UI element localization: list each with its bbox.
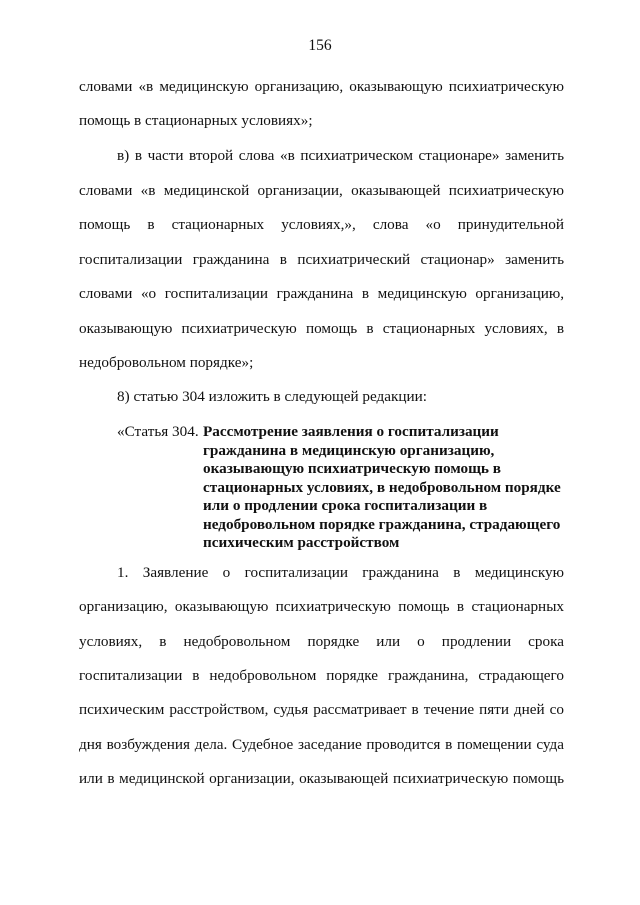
- text-line: госпитализации гражданина в психиатрический стационар» заменить: [79, 251, 564, 268]
- article-title-line: Рассмотрение заявления о госпитализации: [203, 423, 499, 440]
- article-title-line: психическим расстройством: [203, 534, 400, 551]
- article-title-line: или о продлении срока госпитализации в: [203, 497, 488, 514]
- article-title-line: гражданина в медицинскую организацию,: [203, 441, 495, 459]
- text-line: дня возбуждения дела. Судебное заседание проводится в помещении суда: [79, 736, 564, 753]
- text-line: организацию, оказывающую психиатрическую помощь в стационарных: [79, 598, 564, 615]
- text-line: госпитализации в недобровольном порядке гражданина, страдающего: [79, 667, 564, 684]
- text-line: условиях, в недобровольном порядке или о продлении срока: [79, 633, 564, 650]
- text-line: или в медицинской организации, оказывающей психиатрическую помощь: [79, 770, 564, 787]
- article-title-line: стационарных условиях, в недобровольном порядке: [203, 478, 561, 496]
- text-line: недобровольном порядке»;: [79, 354, 254, 371]
- text-line: словами «о госпитализации гражданина в медицинскую организацию,: [79, 285, 564, 302]
- text-line: словами «в медицинскую организацию, оказывающую психиатрическую: [79, 78, 564, 95]
- page-number: 156: [308, 37, 332, 54]
- text-line: психическим расстройством, судья рассматривает в течение пяти дней со: [79, 701, 564, 718]
- article-title: [203, 423, 573, 553]
- text-line: в) в части второй слова «в психиатрическом стационаре» заменить: [117, 147, 564, 164]
- article-label: «Статья 304.: [117, 423, 199, 440]
- text-line: оказывающую психиатрическую помощь в стационарных условиях, в: [79, 320, 564, 337]
- text-line: словами «в медицинской организации, оказывающей психиатрическую: [79, 182, 564, 199]
- text-line: 8) статью 304 изложить в следующей редакции:: [117, 388, 427, 405]
- article-title-line: оказывающую психиатрическую помощь в: [203, 460, 501, 477]
- text-line: помощь в стационарных условиях,», слова «о принудительной: [79, 216, 564, 233]
- text-line: 1. Заявление о госпитализации гражданина в медицинскую: [117, 564, 564, 581]
- text-line: помощь в стационарных условиях»;: [79, 112, 313, 129]
- article-title-line: недобровольном порядке гражданина, страдающего: [203, 515, 561, 533]
